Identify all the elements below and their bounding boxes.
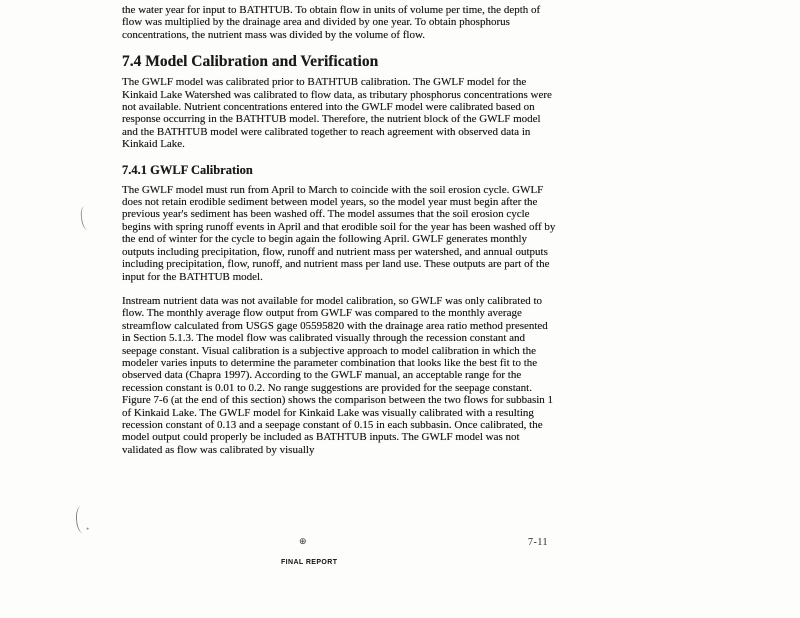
- page-content: [122, 4, 559, 468]
- stamp-mark-icon: ⊕: [299, 536, 307, 546]
- paragraph-gwlf-flow-calibration: Instream nutrient data was not available for model calibration, so GWLF was only calibrated to flow. The monthly average flow output from GWLF was compared to the monthly average streamflow calculated from USGS gage 05595820 with the drainage area ratio method presented in Section 5.1.3. The model flow was calibrated visually through the recession constant and seepage constant. Visual calibration is a subjective approach to model calibration in which the modeler varies inputs to determine the parameter combination that looks like the best fit to the observed data (Chapra 1997). According to the GWLF manual, an acceptable range for the recession constant is 0.01 to 0.2. No range suggestions are provided for the seepage constant. Figure 7-6 (at the end of this section) shows the comparison between the two flows for subbasin 1 of Kinkaid Lake. The GWLF model for Kinkaid Lake was visually calibrated with a resulting recession constant of 0.13 and a seepage constant of 0.15 in each subbasin. Once calibrated, the model output could properly be included as BATHTUB inputs. The GWLF model was not validated as flow was calibrated by visually: [122, 294, 554, 456]
- scan-artifact-top: [79, 205, 92, 230]
- subsection-heading-7-4-1: 7.4.1 GWLF Calibration: [122, 162, 253, 177]
- paragraph-intro-continuation: the water year for input to BATHTUB. To obtain flow in units of volume per time, the depth of flow was multiplied by the drainage area and divided by one year. To obtain phosphorus concentrations, the nutrient mass was divided by the volume of flow.: [122, 4, 541, 41]
- scan-artifact-bottom: [75, 506, 89, 534]
- footer-label: FINAL REPORT: [281, 559, 338, 566]
- paragraph-gwlf-erosion-cycle: The GWLF model must run from April to March to coincide with the soil erosion cycle. GWLF does not retain erodible sediment between model years, so the model year must begin after the previous year's sediment has been washed off. The model assumes that the soil erosion cycle begins with spring runoff events in April and that erodible soil for the year has been washed off by the end of winter for the cycle to begin again the following April. GWLF generates monthly outputs including precipitation, flow, runoff and nutrient mass per watershed, and annual outputs including precipitation, flow, runoff, and nutrient mass per land use. These outputs are part of the input for the BATHTUB model.: [122, 183, 556, 283]
- page-number: 7-11: [528, 537, 548, 548]
- paragraph-section-7-4: The GWLF model was calibrated prior to BATHTUB calibration. The GWLF model for the Kinkaid Lake Watershed was calibrated to flow data, as tributary phosphorus concentrations were not available. Nutrient concentrations entered into the GWLF model were calibrated based on response occurring in the BATHTUB model. Therefore, the nutrient block of the GWLF model and the BATHTUB model were calibrated together to reach agreement with observed data in Kinkaid Lake.: [122, 76, 552, 151]
- section-heading-7-4: 7.4 Model Calibration and Verification: [122, 53, 379, 71]
